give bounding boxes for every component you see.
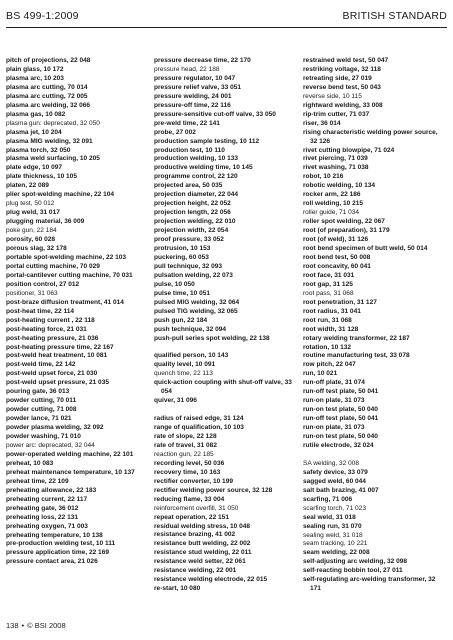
letter-gap xyxy=(303,451,445,460)
copyright: © BSI 2008 xyxy=(27,621,66,630)
index-entry: plasma jet, 10 204 xyxy=(6,128,62,136)
index-column-1 xyxy=(6,57,148,567)
index-entry: routine manufacturing test, 33 078 xyxy=(303,352,410,360)
letter-gap xyxy=(154,344,296,353)
index-entry: powder plasma welding, 32 092 xyxy=(6,424,104,432)
index-entry: preheat, 10 083 xyxy=(6,459,54,467)
index-entry: platen, 22 089 xyxy=(6,182,49,190)
index-entry: run-on plate, 31 073 xyxy=(303,424,365,432)
index-entry: plasma weld surfacing, 10 205 xyxy=(6,155,100,163)
index-entry: sealing run, 31 070 xyxy=(303,522,362,530)
index-entry: retreating side, 27 019 xyxy=(303,74,372,82)
index-entry: powder washing, 71 010 xyxy=(6,433,81,441)
index-entry: power-operated welding machine, 22 101 xyxy=(6,450,134,458)
index-entry: pre-weld time, 22 141 xyxy=(154,119,220,127)
index-entry: plier spot-welding machine, 22 104 xyxy=(6,191,115,199)
index-entry: root penetration, 31 127 xyxy=(303,298,377,306)
index-entry: pulse, 10 050 xyxy=(154,280,195,288)
index-entry: safety device, 33 079 xyxy=(303,468,368,476)
index-entry: root width, 31 128 xyxy=(303,325,359,333)
index-entry: pressure head, 22 188 xyxy=(154,65,220,73)
index-entry: poke gun, 22 184 xyxy=(6,227,57,235)
index-entry: rutile electrode, 32 024 xyxy=(303,441,374,449)
index-entry: rivet washing, 71 038 xyxy=(303,164,369,172)
standard-number: BS 499-1:2009 xyxy=(6,10,79,22)
index-entry: run-off test plate, 50 041 xyxy=(303,388,379,396)
index-entry: rocker arm, 22 186 xyxy=(303,191,361,199)
index-entry: push gun, 22 184 xyxy=(154,316,208,324)
index-entry: preheat maintenance temperature, 10 137 xyxy=(6,468,135,476)
index-entry: resistance welding electrode, 22 015 xyxy=(154,576,268,584)
index-entry: scarfing, 71 006 xyxy=(303,495,353,503)
index-entry: scarfing torch, 71 023 xyxy=(303,504,366,512)
index-entry: plugging material, 36 009 xyxy=(6,218,85,226)
index-entry: root concavity, 60 041 xyxy=(303,262,371,270)
index-entry: post-weld upset force, 21 030 xyxy=(6,370,98,378)
index-entry: powder cutting, 71 008 xyxy=(6,406,77,414)
index-entry: production test, 10 110 xyxy=(154,146,225,154)
index-entry: SA welding, 32 008 xyxy=(303,459,360,467)
index-entry: self-adjusting arc welding, 32 098 xyxy=(303,558,408,566)
index-entry: push-pull series spot welding, 22 138 xyxy=(154,334,270,342)
index-entry: portable spot-welding machine, 22 103 xyxy=(6,253,127,261)
index-entry: self-regulating arc-welding transformer, 32 171 xyxy=(303,576,436,593)
index-entry: plain glass, 10 172 xyxy=(6,65,64,73)
index-entry: reverse bend test, 50 043 xyxy=(303,83,381,91)
index-entry: powder cutting, 70 011 xyxy=(6,397,77,405)
index-entry: resistance stud welding, 22 011 xyxy=(154,549,252,557)
index-entry: plasma arc, 10 203 xyxy=(6,74,64,82)
index-entry: rotary welding transformer, 22 187 xyxy=(303,334,410,342)
index-entry: pulsed TIG welding, 32 065 xyxy=(154,307,238,315)
index-entry: self-reacting bobbin tool, 27 011 xyxy=(303,567,403,575)
index-entry: run-on plate, 31 073 xyxy=(303,397,365,405)
index-entry: root (of preparation), 31 179 xyxy=(303,227,390,235)
index-entry: production welding, 10 133 xyxy=(154,155,239,163)
index-entry: resistance welding, 22 001 xyxy=(154,567,237,575)
index-entry: pressure welding, 24 001 xyxy=(154,92,232,100)
index-entry: recovery time, 10 163 xyxy=(154,468,221,476)
index-entry: pressure application time, 22 169 xyxy=(6,549,109,557)
index-entry: power arc: deprecated, 32 044 xyxy=(6,441,95,449)
index-entry: plasma MIG welding, 32 091 xyxy=(6,137,93,145)
index-entry: root gap, 31 125 xyxy=(303,280,353,288)
index-entry: rivet piercing, 71 039 xyxy=(303,155,368,163)
page-header xyxy=(6,10,447,26)
index-entry: pressure-sensitive cut-off valve, 33 050 xyxy=(154,110,276,118)
index-entry: pressure decrease time, 22 170 xyxy=(154,57,251,64)
index-entry: re-start, 10 080 xyxy=(154,585,201,593)
index-entry: root bend specimen of butt weld, 50 014 xyxy=(303,245,428,253)
index-entry: pull technique, 32 093 xyxy=(154,262,223,270)
index-entry: roller spot welding, 22 067 xyxy=(303,218,385,226)
index-entry: rectifier converter, 10 199 xyxy=(154,477,233,485)
index-entry: repeat operation, 22 151 xyxy=(154,513,229,521)
letter-gap xyxy=(154,406,296,415)
index-entry: productive welding time, 10 145 xyxy=(154,164,253,172)
index-entry: resistance butt welding, 22 002 xyxy=(154,540,251,548)
index-entry: rivet cutting blowpipe, 71 024 xyxy=(303,146,395,154)
index-entry: pressure contact area, 21 026 xyxy=(6,558,98,566)
index-entry: post-heating pressure, 21 036 xyxy=(6,334,99,342)
index-entry: root radius, 31 041 xyxy=(303,307,361,315)
index-entry: pulse time, 10 051 xyxy=(154,289,211,297)
index-entry: rotation, 10 132 xyxy=(303,343,352,351)
index-entry: sealing weld, 31 018 xyxy=(303,531,363,539)
index-entry: robotic welding, 10 134 xyxy=(303,182,376,190)
index-entry: quiver, 31 096 xyxy=(154,397,197,405)
index-entry: residual welding stress, 10 048 xyxy=(154,522,251,530)
index-entry: post-heating current , 22 118 xyxy=(6,316,95,324)
index-entry: plasma gun: deprecated, 32 050 xyxy=(6,119,100,127)
index-entry: plate thickness, 10 105 xyxy=(6,173,77,181)
index-entry: seal weld, 31 018 xyxy=(303,513,356,521)
index-entry: recording level, 50 036 xyxy=(154,459,225,467)
index-entry: projection length, 22 056 xyxy=(154,209,231,217)
index-entry: plate edge, 10 097 xyxy=(6,164,63,172)
index-entry: rectifier welding power source, 32 128 xyxy=(154,486,273,494)
index-entry: pouring gate, 36 013 xyxy=(6,388,70,396)
index-entry: plasma arc cutting, 70 014 xyxy=(6,83,88,91)
index-entry: preheating loss, 22 131 xyxy=(6,513,79,521)
index-entry: rate of travel, 31 082 xyxy=(154,441,217,449)
index-entry: pressure relief valve, 33 051 xyxy=(154,83,241,91)
page-footer xyxy=(6,621,66,630)
index-entry: run-on test plate, 50 040 xyxy=(303,433,378,441)
index-entry: rate of slope, 22 128 xyxy=(154,433,217,440)
page-number: 138 xyxy=(6,621,19,630)
index-entry: reaction gun, 22 185 xyxy=(154,450,214,458)
index-entry: post-heat time, 22 114 xyxy=(6,307,75,315)
index-entry: run-off test plate, 50 041 xyxy=(303,415,379,423)
index-entry: plug test, 50 012 xyxy=(6,200,55,208)
index-entry: seam welding, 22 008 xyxy=(303,549,370,557)
index-entry: roll welding, 10 215 xyxy=(303,200,364,208)
index-entry: porous slag, 32 178 xyxy=(6,245,67,253)
index-entry: powder lance, 71 021 xyxy=(6,415,72,423)
index-entry: post-heating pressure time, 22 167 xyxy=(6,343,114,351)
index-entry: projected area, 50 035 xyxy=(154,182,223,190)
index-column-2 xyxy=(154,57,296,594)
index-entry: projection width, 22 054 xyxy=(154,227,229,235)
index-entry: row pitch, 22 047 xyxy=(303,361,356,369)
index-entry: run, 10 021 xyxy=(303,370,338,378)
index-entry: porosity, 60 028 xyxy=(6,236,56,244)
index-entry: plasma arc welding, 32 066 xyxy=(6,101,91,109)
index-entry: quench time, 22 113 xyxy=(154,370,213,378)
index-column-3 xyxy=(303,57,445,594)
index-entry: preheating allowance, 22 183 xyxy=(6,486,97,494)
index-entry: projection height, 22 052 xyxy=(154,200,231,208)
index-entry: probe, 27 002 xyxy=(154,128,196,136)
index-entry: reinforcement overfill, 31 050 xyxy=(154,504,239,512)
index-entry: projection diameter, 22 044 xyxy=(154,191,239,199)
index-entry: production sample testing, 10 112 xyxy=(154,137,260,145)
index-entry: pressure regulator, 10 047 xyxy=(154,74,236,82)
index-entry: positioner, 31 063 xyxy=(6,289,58,297)
index-entry: preheating current, 22 117 xyxy=(6,495,88,503)
index-entry: plasma gas, 10 082 xyxy=(6,110,66,118)
index-entry: run-off plate, 31 074 xyxy=(303,379,365,387)
index-entry: reverse side, 10 115 xyxy=(303,92,362,100)
index-entry: programme control, 22 120 xyxy=(154,173,238,181)
index-entry: resistance weld setter, 22 061 xyxy=(154,558,246,566)
index-entry: radius of raised edge, 31 124 xyxy=(154,415,244,423)
index-entry: root pass, 31 068 xyxy=(303,289,354,297)
index-entry: quality level, 10 091 xyxy=(154,361,216,369)
index-entry: post-braze diffusion treatment, 41 014 xyxy=(6,298,124,306)
index-entry: protrusion, 10 153 xyxy=(154,245,211,253)
index-entry: riser, 36 014 xyxy=(303,119,341,127)
index-entry: post-weld upset pressure, 21 035 xyxy=(6,379,109,387)
index-entry: rip-trim cutter, 71 037 xyxy=(303,110,370,118)
index-entry: pre-production welding test, 10 111 xyxy=(6,540,116,548)
index-entry: preheating oxygen, 71 003 xyxy=(6,522,88,530)
index-entry: preheat time, 22 109 xyxy=(6,477,69,485)
index-entry: position control, 27 012 xyxy=(6,280,80,288)
footer-bullet: • xyxy=(21,621,25,630)
header-rule xyxy=(6,27,447,28)
index-entry: root bend test, 50 008 xyxy=(303,253,371,261)
index-entry: root run, 31 068 xyxy=(303,316,352,324)
index-entry: proof pressure, 33 052 xyxy=(154,236,224,244)
index-entry: rightward welding, 33 008 xyxy=(303,101,383,109)
index-entry: resistance brazing, 41 002 xyxy=(154,531,236,539)
index-entry: push technique, 32 094 xyxy=(154,325,227,333)
index-entry: seam tracking, 10 221 xyxy=(303,540,368,548)
index-entry: salt bath brazing, 41 007 xyxy=(303,486,379,494)
index-entry: plasma torch, 32 050 xyxy=(6,146,71,154)
index-entry: roller guide, 71 034 xyxy=(303,209,360,217)
index-entry: restrained weld test, 50 047 xyxy=(303,57,389,64)
index-entry: portal cutting machine, 70 029 xyxy=(6,262,100,270)
index-entry: robot, 10 216 xyxy=(303,173,344,181)
standard-label: BRITISH STANDARD xyxy=(342,10,447,22)
index-entry: quick-action coupling with shut-off valve, 33 054 xyxy=(154,379,292,396)
index-entry: post-weld heat treatment, 10 081 xyxy=(6,352,108,360)
index-entry: sagged weld, 60 044 xyxy=(303,477,366,485)
index-entry: plasma arc cutting, 72 005 xyxy=(6,92,88,100)
index-entry: pulsed MIG welding, 32 064 xyxy=(154,298,240,306)
index-entry: post-heating force, 21 031 xyxy=(6,325,87,333)
index-entry: pulsation welding, 22 073 xyxy=(154,271,233,279)
index-entry: range of qualification, 10 103 xyxy=(154,424,244,432)
index-entry: restriking voltage, 32 118 xyxy=(303,65,381,73)
index-entry: pressure-off time, 22 116 xyxy=(154,101,231,109)
index-entry: plug weld, 31 017 xyxy=(6,209,60,217)
index-entry: portal-cantilever cutting machine, 70 031 xyxy=(6,271,133,279)
index-entry: projection welding, 22 010 xyxy=(154,218,236,226)
index-entry: qualified person, 10 143 xyxy=(154,352,229,360)
index-entry: post-weld time, 22 142 xyxy=(6,361,76,369)
index-entry: preheating gate, 36 012 xyxy=(6,504,79,512)
index-entry: run-on test plate, 50 040 xyxy=(303,406,378,414)
index-entry: rising characteristic welding power source, 32 126 xyxy=(303,128,438,145)
index-entry: puckering, 60 053 xyxy=(154,253,209,261)
index-entry: root (of weld), 31 126 xyxy=(303,236,369,244)
index-entry: root face, 31 031 xyxy=(303,271,355,279)
index-entry: preheating temperature, 10 138 xyxy=(6,531,103,539)
index-entry: pitch of projections, 22 048 xyxy=(6,57,91,64)
index-entry: reducing flame, 33 004 xyxy=(154,495,225,503)
